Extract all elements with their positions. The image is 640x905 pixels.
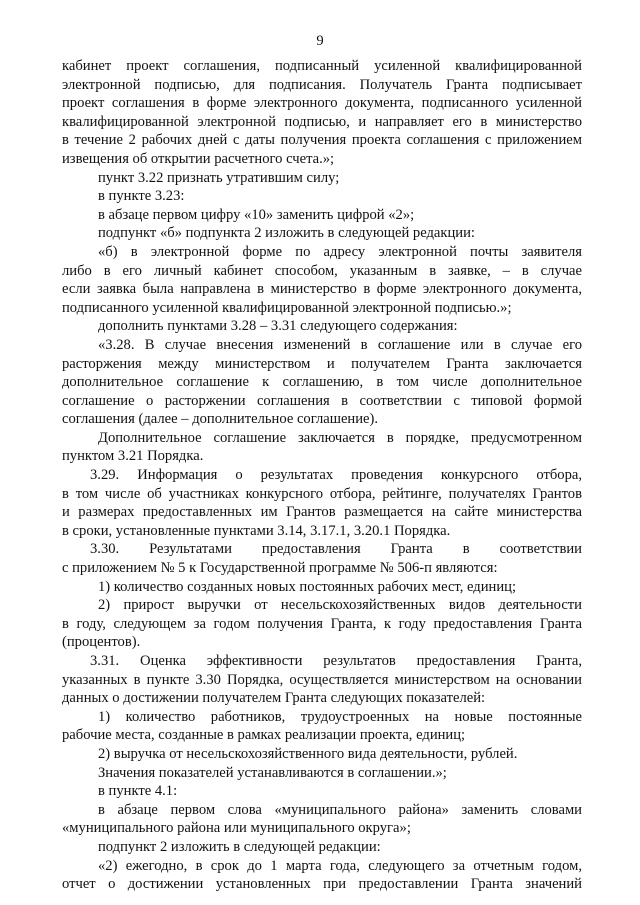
text-line: 3.31. Оценка эффективности результатов предоставления Гранта,	[90, 653, 582, 669]
text-line: пункт 3.22 признать утратившим силу;	[98, 169, 340, 186]
text-line: расторжения между министерством и получателем Гранта заключается	[62, 355, 582, 372]
text-line: отчет о достижении установленных при предоставлении Гранта значений	[62, 876, 582, 893]
text-line: данных о достижении получателем Гранта следующих показателей:	[62, 690, 486, 707]
text-line: подпункт 2 изложить в следующей редакции:	[98, 838, 381, 855]
text-line: 2) выручка от несельскохозяйственного вида деятельности, рублей.	[98, 745, 518, 762]
text-line: кабинет проект соглашения, подписанный усиленной квалифицированной	[62, 58, 582, 74]
text-line: дополнительное соглашение к соглашению, в том числе дополнительное	[62, 374, 582, 391]
text-line: и размерах предоставленных им Грантов размещается на сайте министерства	[62, 504, 582, 521]
text-line: подписанного усиленной квалифицированной электронной подписью.»;	[62, 299, 512, 316]
text-line: указанных в пункте 3.30 Порядка, осуществляется министерством на основании	[62, 671, 582, 688]
text-line: Значения показателей устанавливаются в соглашении.»;	[98, 764, 447, 781]
text-line: «2) ежегодно, в срок до 1 марта года, следующего за отчетным годом,	[98, 857, 582, 874]
text-line: если заявка была направлена в министерство в форме электронного документа,	[62, 281, 582, 298]
text-line: (процентов).	[62, 634, 141, 651]
text-line: в году, следующем за годом получения Гранта, к году предоставления Гранта	[62, 615, 582, 632]
text-line: электронной подписью, для подписания. Получатель Гранта подписывает	[62, 76, 582, 93]
text-line: 2) прирост выручки от несельскохозяйственных видов деятельности	[98, 597, 582, 614]
text-line: «3.28. В случае внесения изменений в соглашение или в случае его	[98, 336, 582, 353]
text-line: в пункте 3.23:	[98, 188, 185, 205]
text-line: 1) количество созданных новых постоянных рабочих мест, единиц;	[98, 578, 517, 595]
text-line: «б) в электронной форме по адресу электронной почты заявителя	[98, 243, 582, 260]
page-number: 9	[316, 33, 324, 49]
document-body	[62, 57, 582, 894]
text-line: «муниципального района или муниципального округа»;	[62, 820, 411, 837]
text-line: подпункт «б» подпункта 2 изложить в следующей редакции:	[98, 225, 475, 242]
text-line: Дополнительное соглашение заключается в порядке, предусмотренном	[98, 429, 582, 446]
text-line: в абзаце первом цифру «10» заменить цифрой «2»;	[98, 206, 415, 223]
text-line: квалифицированной электронной подписью, и направляет его в министерство	[62, 113, 582, 130]
text-line: с приложением № 5 к Государственной программе № 506-п являются:	[62, 560, 498, 577]
text-line: дополнить пунктами 3.28 – 3.31 следующего содержания:	[98, 318, 458, 335]
text-line: в сроки, установленные пунктами 3.14, 3.17.1, 3.20.1 Порядка.	[62, 522, 451, 539]
text-line: соглашение о расторжении соглашения в соответствии с типовой формой	[62, 392, 582, 409]
text-line: извещения об открытии расчетного счета.»;	[62, 150, 335, 167]
text-line: соглашения (далее – дополнительное соглашение).	[62, 411, 379, 428]
text-line: в течение 2 рабочих дней с даты получения проекта соглашения с приложением	[62, 132, 582, 149]
text-line: рабочие места, созданные в рамках реализации проекта, единиц;	[62, 727, 466, 744]
text-line: в пункте 4.1:	[98, 783, 178, 800]
text-line: 3.29. Информация о результатах проведения конкурсного отбора,	[90, 467, 582, 484]
text-line: 1) количество работников, трудоустроенных на новые постоянные	[98, 708, 582, 725]
text-line: в том числе об участниках конкурсного отбора, рейтинге, получателях Грантов	[62, 485, 582, 502]
text-line: проект соглашения в форме электронного документа, подписанного усиленной	[62, 95, 582, 112]
text-line: в абзаце первом слова «муниципального района» заменить словами	[98, 801, 582, 818]
text-line: 3.30. Результатами предоставления Гранта в соответствии	[90, 541, 582, 558]
text-line: пунктом 3.21 Порядка.	[62, 448, 204, 465]
text-line: либо в его личный кабинет способом, указанным в заявке, – в случае	[62, 262, 582, 279]
